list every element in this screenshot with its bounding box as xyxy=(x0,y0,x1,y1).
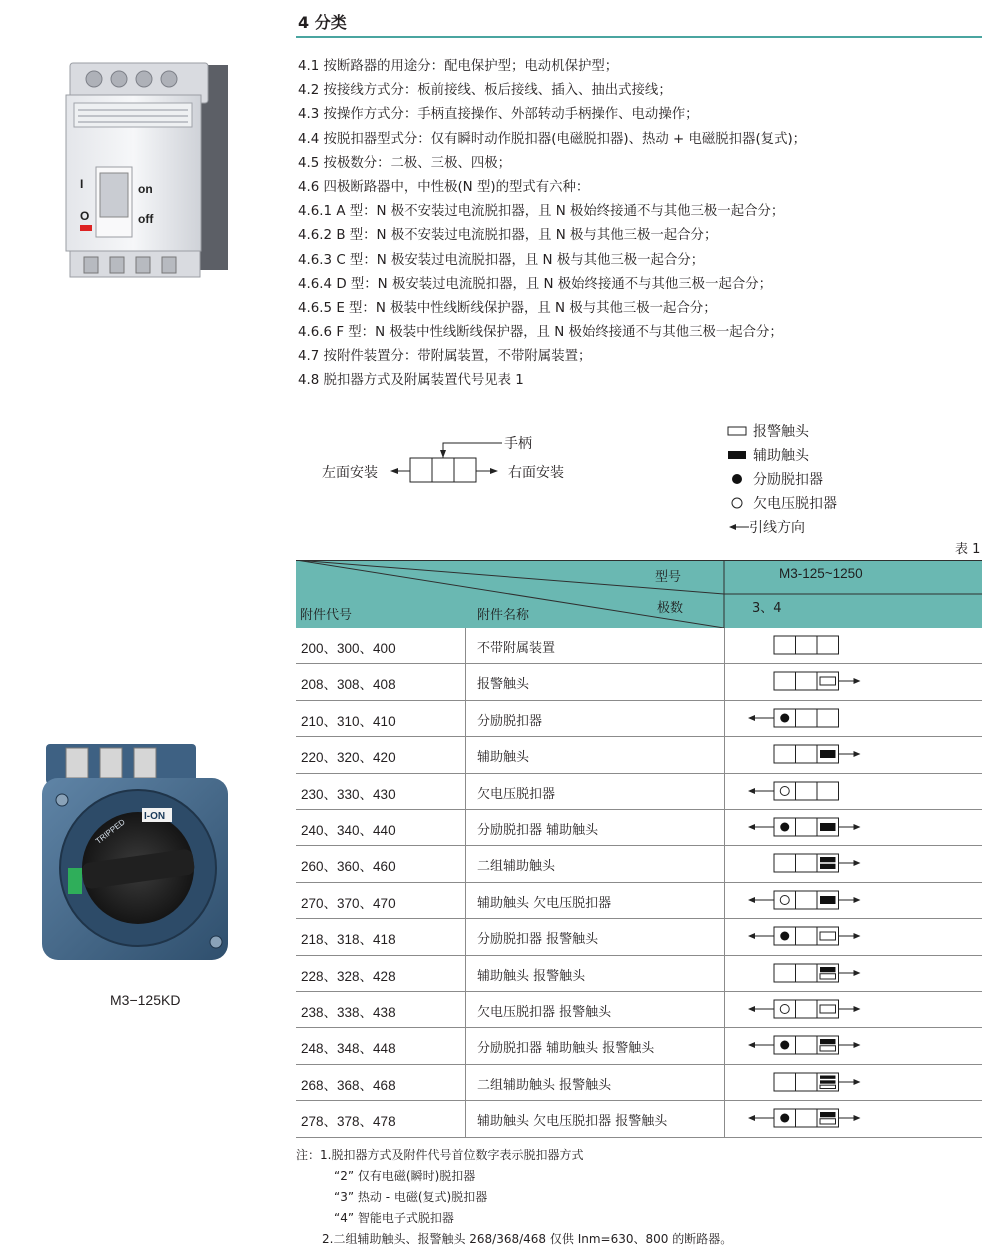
model-value: M3-125~1250 xyxy=(779,566,863,581)
clause: 4.6.3 C 型：N 极安装过电流脱扣器，且 N 极与其他三极一起合分； xyxy=(298,252,705,268)
undervoltage-release-icon xyxy=(780,895,789,904)
on-label: on xyxy=(138,182,153,196)
table-row xyxy=(296,956,982,992)
lead-arrow-icon xyxy=(748,933,755,939)
i-mark: I xyxy=(80,177,84,191)
accessory-code: 200、300、400 xyxy=(301,641,396,656)
shunt-release-icon xyxy=(780,713,789,722)
alarm-contact-icon xyxy=(820,1085,836,1088)
lead-arrow-icon xyxy=(854,751,861,757)
lead-arrow-icon xyxy=(748,1042,755,1048)
legend-aux xyxy=(727,444,809,466)
clause: 4.6.2 B 型：N 极不安装过电流脱扣器，且 N 极与其他三极一起合分； xyxy=(298,228,718,244)
left-mount-label: 左面安装 xyxy=(322,465,378,481)
accessory-code: 260、360、460 xyxy=(301,859,396,875)
notes xyxy=(296,1145,732,1250)
clause: 4.6.1 A 型：N 极不安装过电流脱扣器，且 N 极始终接通不与其他三极一起合分； xyxy=(298,204,785,220)
accessory-code: 268、368、468 xyxy=(301,1077,396,1093)
aux-contact-icon xyxy=(820,1075,836,1078)
alarm-contact-icon xyxy=(727,425,747,437)
clause-list xyxy=(298,55,806,394)
table-row xyxy=(296,774,982,810)
alarm-contact-icon xyxy=(820,677,836,685)
aux-contact-icon xyxy=(820,823,836,831)
clause: 4.2 按接线方式分：板前接线、板后接线、插入、抽出式接线； xyxy=(298,83,672,99)
legend-undervoltage-label: 欠电压脱扣器 xyxy=(753,496,837,512)
symbol-frame xyxy=(774,636,839,654)
lead-arrow-icon xyxy=(748,824,755,830)
lead-arrow-icon xyxy=(854,824,861,830)
lead-arrow-icon xyxy=(748,788,755,794)
table-row xyxy=(296,628,982,664)
accessory-name: 欠电压脱扣器 xyxy=(477,786,556,802)
accessory-code: 278、378、478 xyxy=(301,1114,396,1130)
clause: 4.1 按断路器的用途分：配电保护型；电动机保护型； xyxy=(298,59,619,74)
accessory-symbol xyxy=(742,996,872,1022)
symbol-frame xyxy=(774,854,839,872)
table-row xyxy=(296,737,982,773)
lead-arrow-icon xyxy=(748,715,755,721)
accessory-symbol xyxy=(742,741,872,767)
o-mark: O xyxy=(80,209,90,223)
accessory-code: 210、310、410 xyxy=(301,713,396,729)
clause: 4.8 脱扣器方式及附属装置代号见表 1 xyxy=(298,373,524,389)
accessory-name: 辅助触头 xyxy=(477,750,530,766)
note-line: 2.二组辅助触头、报警触头 268/368/468 仅供 Inm=630、800 的断路器。 xyxy=(322,1232,733,1246)
legend-shunt-label: 分励脱扣器 xyxy=(753,472,823,488)
undervoltage-release-icon xyxy=(780,786,789,795)
accessory-name: 分励脱扣器 xyxy=(477,713,543,729)
note-line: “2” 仅有电磁(瞬时)脱扣器 xyxy=(334,1169,476,1183)
accessory-symbol xyxy=(742,668,872,694)
code-header: 附件代号 xyxy=(300,608,353,623)
accessory-code: 240、340、440 xyxy=(301,823,396,838)
table-row xyxy=(296,810,982,846)
accessory-name: 分励脱扣器 报警触头 xyxy=(477,932,599,948)
accessory-symbol xyxy=(742,814,872,840)
accessory-symbol xyxy=(742,850,872,876)
alarm-contact-icon xyxy=(820,932,836,940)
accessory-name: 分励脱扣器 辅助触头 xyxy=(477,823,599,838)
accessory-code: 248、348、448 xyxy=(301,1041,396,1057)
accessory-code: 220、320、420 xyxy=(301,750,396,766)
accessory-code: 218、318、418 xyxy=(301,932,396,948)
accessory-symbol xyxy=(742,778,872,804)
accessory-code: 238、338、438 xyxy=(301,1005,396,1020)
clause: 4.3 按操作方式分：手柄直接操作、外部转动手柄操作、电动操作； xyxy=(298,107,699,123)
lead-arrow-icon xyxy=(854,970,861,976)
table-caption: 表 1 xyxy=(955,542,981,557)
aux-contact-icon xyxy=(727,449,747,461)
right-mount-label: 右面安装 xyxy=(508,465,564,481)
lead-arrow-icon xyxy=(854,1042,861,1048)
note-line: “3” 热动 - 电磁(复式)脱扣器 xyxy=(334,1190,488,1204)
lead-arrow-icon xyxy=(854,897,861,903)
name-header: 附件名称 xyxy=(477,608,530,623)
alarm-contact-icon xyxy=(820,1119,836,1124)
model-header: 型号 xyxy=(655,570,682,585)
table-row xyxy=(296,1028,982,1064)
aux-contact-icon xyxy=(820,1039,836,1044)
aux-contact-icon xyxy=(820,967,836,972)
shunt-release-icon xyxy=(780,1114,789,1123)
accessory-symbol xyxy=(742,923,872,949)
circuit-breaker-photo xyxy=(56,55,238,287)
accessory-symbol xyxy=(742,1105,872,1131)
aux-contact-icon xyxy=(820,750,836,758)
aux-contact-icon xyxy=(820,1112,836,1117)
clause: 4.5 按极数分：二极、三极、四极； xyxy=(298,155,512,171)
lead-arrow-icon xyxy=(748,1115,755,1121)
lead-arrow-icon xyxy=(854,678,861,684)
lead-arrow-icon xyxy=(854,1115,861,1121)
accessory-name: 二组辅助触头 xyxy=(477,859,556,875)
table-row xyxy=(296,1065,982,1101)
section-title: 4 分类 xyxy=(298,13,347,32)
table-row xyxy=(296,992,982,1028)
clause: 4.6 四极断路器中，中性极(N 型)的型式有六种： xyxy=(298,179,590,195)
alarm-contact-icon xyxy=(820,973,836,978)
aux-contact-icon xyxy=(820,857,836,862)
poles-header: 极数 xyxy=(657,601,684,616)
accessory-symbol xyxy=(742,887,872,913)
i-on-label: I-ON xyxy=(144,811,166,822)
lead-arrow-icon xyxy=(854,860,861,866)
legend-shunt xyxy=(727,468,823,490)
table-row xyxy=(296,883,982,919)
legend-alarm xyxy=(727,420,809,442)
aux-contact-icon xyxy=(820,1080,836,1083)
lead-direction-icon xyxy=(727,521,749,533)
clause: 4.6.4 D 型：N 极安装过电流脱扣器，且 N 极始终接通不与其他三极一起合分； xyxy=(298,276,773,292)
header-lines xyxy=(296,560,982,628)
accessory-name: 辅助触头 报警触头 xyxy=(477,968,586,984)
accessory-name: 二组辅助触头 报警触头 xyxy=(477,1077,612,1093)
accessory-symbol xyxy=(742,1032,872,1058)
note-line: “4” 智能电子式脱扣器 xyxy=(334,1211,454,1225)
product-caption: M3−125KD xyxy=(110,992,181,1008)
accessory-name: 不带附属装置 xyxy=(477,641,556,656)
lead-arrow-icon xyxy=(748,1006,755,1012)
clause: 4.7 按附件装置分：带附属装置，不带附属装置； xyxy=(298,349,592,365)
lead-arrow-icon xyxy=(854,1079,861,1085)
clause: 4.4 按脱扣器型式分：仅有瞬时动作脱扣器(电磁脱扣器)、热动 + 电磁脱扣器(复式)； xyxy=(298,131,807,147)
legend-aux-label: 辅助触头 xyxy=(753,448,809,464)
table-row xyxy=(296,1101,982,1137)
shunt-release-icon xyxy=(727,473,747,485)
clause: 4.6.5 E 型：N 极装中性线断线保护器，且 N 极与其他三极一起合分； xyxy=(298,300,717,316)
lead-arrow-icon xyxy=(854,1006,861,1012)
legend-lead-label: 引线方向 xyxy=(749,520,805,536)
handle-label: 手柄 xyxy=(504,436,532,452)
accessory-code: 228、328、428 xyxy=(301,968,396,984)
table-row xyxy=(296,701,982,737)
mounting-diagram xyxy=(318,428,600,490)
aux-contact-icon xyxy=(820,864,836,869)
poles-value: 3、4 xyxy=(752,601,782,616)
table-header xyxy=(296,560,982,628)
shunt-release-icon xyxy=(780,1041,789,1050)
undervoltage-release-icon xyxy=(727,497,747,509)
legend-lead xyxy=(727,516,805,538)
accessory-name: 报警触头 xyxy=(477,677,530,693)
accessory-symbol xyxy=(742,1069,872,1095)
legend-alarm-label: 报警触头 xyxy=(753,424,809,440)
shunt-release-icon xyxy=(780,823,789,832)
table-row xyxy=(296,846,982,882)
accessory-symbol xyxy=(742,960,872,986)
legend-undervoltage xyxy=(727,492,837,514)
alarm-contact-icon xyxy=(820,1046,836,1051)
accessory-name: 辅助触头 欠电压脱扣器 xyxy=(477,895,612,911)
rotary-handle-breaker-photo xyxy=(40,738,236,962)
accessory-code: 208、308、408 xyxy=(301,677,396,693)
column-divider xyxy=(724,628,725,1138)
accessory-code: 230、330、430 xyxy=(301,786,396,802)
aux-contact-icon xyxy=(820,896,836,904)
accessory-name: 欠电压脱扣器 报警触头 xyxy=(477,1005,612,1020)
note-line: 注：1.脱扣器方式及附件代号首位数字表示脱扣器方式 xyxy=(296,1148,584,1162)
clause: 4.6.6 F 型：N 极装中性线断线保护器，且 N 极始终接通不与其他三极一起合分； xyxy=(298,325,783,341)
tripped-label: TRIPPED xyxy=(93,817,127,846)
accessory-symbol xyxy=(742,632,872,658)
lead-arrow-icon xyxy=(854,933,861,939)
accessory-code: 270、370、470 xyxy=(301,895,396,911)
accessory-name: 分励脱扣器 辅助触头 报警触头 xyxy=(477,1041,655,1057)
accessory-name: 辅助触头 欠电压脱扣器 报警触头 xyxy=(477,1114,668,1130)
accessory-symbol xyxy=(742,705,872,731)
off-label: off xyxy=(138,212,154,226)
title-rule xyxy=(296,36,982,38)
column-divider xyxy=(465,628,466,1138)
undervoltage-release-icon xyxy=(780,1005,789,1014)
table-row xyxy=(296,664,982,700)
alarm-contact-icon xyxy=(820,1005,836,1013)
lead-arrow-icon xyxy=(748,897,755,903)
accessory-table xyxy=(296,560,982,1138)
shunt-release-icon xyxy=(780,932,789,941)
table-row xyxy=(296,919,982,955)
